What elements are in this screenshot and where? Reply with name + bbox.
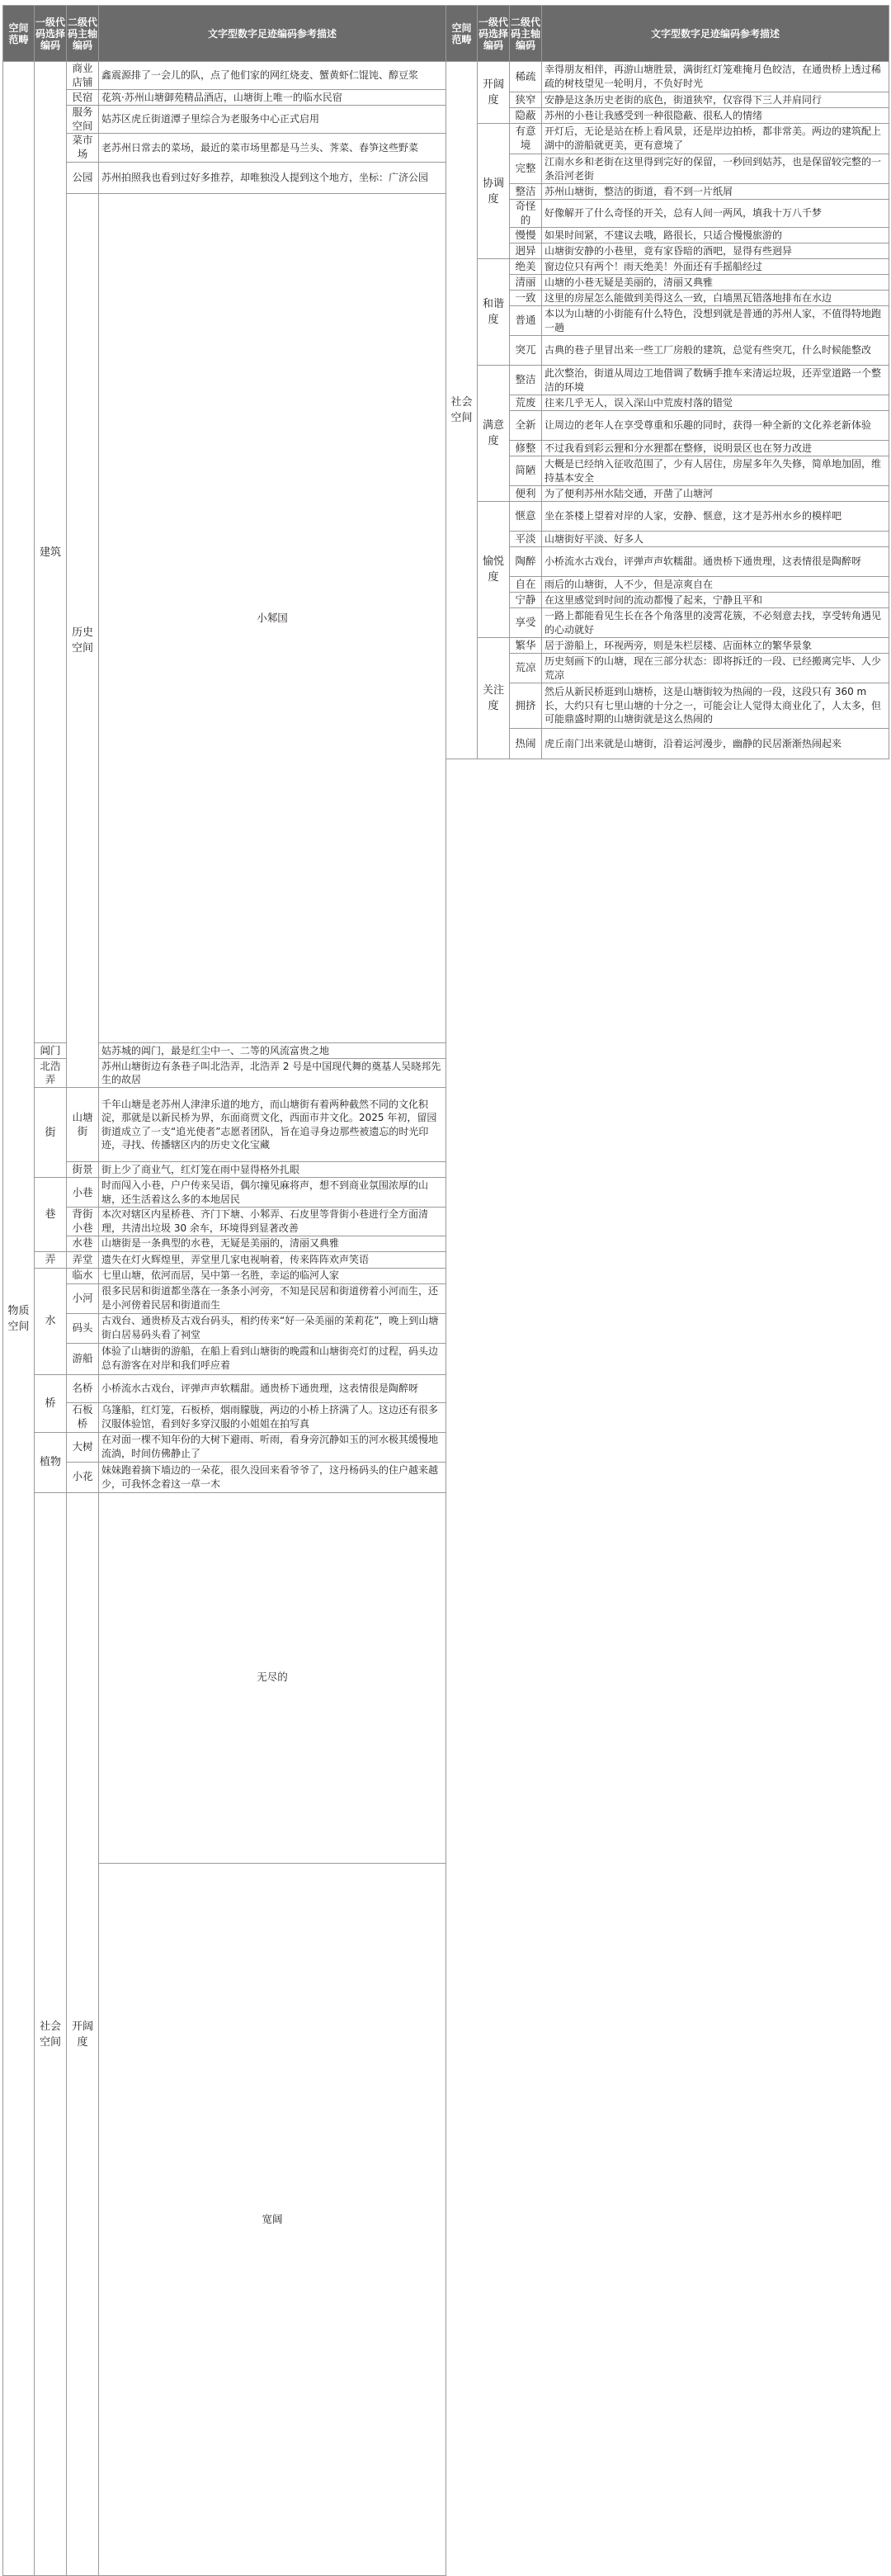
level2-code-cell: 民宿: [67, 90, 99, 106]
level1-code-cell: 开阔度: [67, 1492, 99, 2576]
level1-code-cell: 巷: [35, 1178, 67, 1251]
space-category-cell: 社会空间: [446, 62, 478, 759]
table-row: [446, 683, 889, 729]
description-cell: 街上少了商业气，红灯笼在雨中显得格外扎眼: [99, 1162, 446, 1178]
level2-code-cell: 隐蔽: [510, 108, 542, 124]
level1-code-cell: 桥: [35, 1374, 67, 1432]
description-cell: 不过我看到彩云狸和分水狸都在整修，说明景区也在努力改进: [542, 441, 889, 456]
level2-code-cell: 石板桥: [67, 1402, 99, 1432]
table-row: [3, 1343, 446, 1374]
table-row: [446, 291, 889, 306]
description-cell: 乌篷船，红灯笼，石板桥，烟雨朦胧，两边的小桥上挤满了人。这边还有很多汉服体验馆，看到好多穿汉服的小姐姐在拍写真: [99, 1402, 446, 1432]
description-cell: 姑苏城的阊门，最是红尘中一、二等的风流富贵之地: [99, 1043, 446, 1059]
table-row: [446, 456, 889, 486]
level1-code-cell: 历史空间: [67, 193, 99, 1088]
level2-code-cell: 临水: [67, 1268, 99, 1283]
description-cell: 坐在茶楼上望着对岸的人家，安静、惬意，这才是苏州水乡的模样吧: [542, 502, 889, 532]
table-row: [446, 593, 889, 608]
level2-code-cell: 便利: [510, 486, 542, 502]
level2-code-cell: 自在: [510, 577, 542, 593]
level2-code-cell: 商业店铺: [67, 62, 99, 90]
level2-code-cell: 稀疏: [510, 62, 542, 92]
table-row: [3, 162, 446, 193]
description-cell: 苏州的小巷让我感受到一种很隐蔽、很私人的情绪: [542, 108, 889, 124]
description-cell: 开灯后，无论是站在桥上看风景，还是岸边拍桥，都非常美。两边的建筑配上湖中的游船就更美，更有意境了: [542, 124, 889, 154]
level2-code-cell: 码头: [67, 1313, 99, 1343]
table-row: [446, 259, 889, 275]
left-half: [2, 5, 446, 2576]
level2-code-cell: 菜市场: [67, 134, 99, 162]
description-cell: 苏州拍照我也看到过好多推荐，却唯独没人提到这个地方，坐标：广济公园: [99, 162, 446, 193]
level2-code-cell: 公园: [67, 162, 99, 193]
coding-table: [2, 5, 889, 2576]
header-level1-code: 一级代码选择编码: [478, 6, 510, 62]
table-row: [3, 1251, 446, 1268]
header-row: [3, 6, 446, 62]
table-row: [3, 1313, 446, 1343]
level2-code-cell: 繁华: [510, 638, 542, 654]
header-description: 文字型数字足迹编码参考描述: [99, 6, 446, 62]
table-row: [3, 134, 446, 162]
description-cell: 山塘的小巷无疑是美丽的，清丽又典雅: [542, 275, 889, 291]
description-cell: 鑫震源排了一会儿的队，点了他们家的网红烧麦、蟹黄虾仁馄饨、醇豆浆: [99, 62, 446, 90]
right-half: [446, 5, 889, 2576]
description-cell: 居于游船上，环视两旁，则是朱栏层楼、店面林立的繁华景象: [542, 638, 889, 654]
level2-code-cell: 拥挤: [510, 683, 542, 729]
level1-code-cell: 愉悦度: [478, 502, 510, 638]
level2-code-cell: 简陋: [510, 456, 542, 486]
description-cell: 古典的巷子里冒出来一些工厂房般的建筑，总觉有些突兀，什么时候能整改: [542, 336, 889, 366]
level1-code-cell: 建筑: [35, 62, 67, 1043]
description-cell: 小桥流水古戏台，评弹声声软糯甜。通贵桥下通贵理，这表情很是陶醉呀: [99, 1374, 446, 1402]
description-cell: 好像解开了什么奇怪的开关，总有人间一两风，填我十万八千梦: [542, 200, 889, 228]
description-cell: 此次整治，街道从周边工地借调了数辆手推车来清运垃圾，还弄堂道路一个整洁的环境: [542, 366, 889, 395]
table-row: [446, 411, 889, 441]
table-row: [446, 243, 889, 259]
table-row: [446, 228, 889, 243]
description-cell: 幸得朋友相伴，再游山塘胜景，满街红灯笼难掩月色皎洁，在通贵桥上透过稀疏的树枝望见一轮明月，不负好时光: [542, 62, 889, 92]
table-row: [446, 275, 889, 291]
level2-code-cell: 平淡: [510, 532, 542, 547]
level1-code-cell: 植物: [35, 1432, 67, 1492]
description-cell: 山塘街安静的小巷里，竟有家昏暗的酒吧，显得有些迥异: [542, 243, 889, 259]
description-cell: 在对面一棵不知年份的大树下避雨、听雨，看身旁沉静如玉的河水极其缓慢地流淌，时间仿佛静止了: [99, 1432, 446, 1462]
table-row: [446, 486, 889, 502]
level2-code-cell: 突兀: [510, 336, 542, 366]
table-row: [3, 1268, 446, 1283]
table-row: [446, 729, 889, 759]
table-row: [446, 654, 889, 683]
description-cell: 历史刻画下的山塘，现在三部分状态：即将拆迁的一段、已经搬离完毕、人少荒凉: [542, 654, 889, 683]
level2-code-cell: 荒凉: [510, 654, 542, 683]
level2-code-cell: 水巷: [67, 1236, 99, 1251]
table-row: [3, 1402, 446, 1432]
table-row: [446, 200, 889, 228]
level2-code-cell: 普通: [510, 306, 542, 336]
level2-code-cell: 游船: [67, 1343, 99, 1374]
level1-code-cell: 开阔度: [478, 62, 510, 124]
level2-code-cell: 绝美: [510, 259, 542, 275]
description-cell: 苏州山塘街边有条巷子叫北浩弄，北浩弄 2 号是中国现代舞的奠基人吴晓邦先生的故居: [99, 1059, 446, 1088]
table-row: [3, 1178, 446, 1208]
header-level2-code: 二级代码主轴编码: [67, 6, 99, 62]
level2-code-cell: 有意境: [510, 124, 542, 154]
level2-code-cell: 弄堂: [67, 1251, 99, 1268]
level2-code-cell: 整洁: [510, 184, 542, 200]
description-cell: 小桥流水古戏台，评弹声声软糯甜。通贵桥下通贵理，这表情很是陶醉呀: [542, 547, 889, 577]
table-row: [3, 1162, 446, 1178]
description-cell: 往来几乎无人，误入深山中荒废村落的错觉: [542, 395, 889, 411]
level2-code-cell: 狭窄: [510, 92, 542, 108]
table-row: [446, 124, 889, 154]
level2-code-cell: 完整: [510, 154, 542, 184]
level2-code-cell: 街景: [67, 1162, 99, 1178]
level1-code-cell: 关注度: [478, 638, 510, 759]
description-cell: 本次对辖区内星桥巷、齐门下塘、小邾弄、石皮里等背街小巷进行全方面清理，共清出垃圾 30 余车，环境得到显著改善: [99, 1208, 446, 1236]
header-level1-code: 一级代码选择编码: [35, 6, 67, 62]
table-row: [3, 1492, 446, 1863]
level1-code-cell: 满意度: [478, 366, 510, 502]
description-cell: 窗边位只有两个！雨天绝美！外面还有手摇船经过: [542, 259, 889, 275]
table-row: [3, 1208, 446, 1236]
level2-code-cell: 无尽的: [99, 1492, 446, 1863]
level2-code-cell: 修整: [510, 441, 542, 456]
space-category-cell: 物质空间: [3, 62, 35, 2576]
table-row: [446, 608, 889, 638]
level2-code-cell: 小巷: [67, 1178, 99, 1208]
level2-code-cell: 小邾国: [99, 193, 446, 1043]
table-row: [446, 638, 889, 654]
description-cell: 虎丘南门出来就是山塘街，沿着运河漫步，幽静的民居渐渐热闹起来: [542, 729, 889, 759]
level1-code-cell: 水: [35, 1268, 67, 1374]
table-row: [446, 395, 889, 411]
description-cell: 本以为山塘的小街能有什么特色，没想到就是普通的苏州人家，不值得特地跑一趟: [542, 306, 889, 336]
level1-code-cell: 协调度: [478, 124, 510, 259]
description-cell: 一路上都能看见生长在各个角落里的凌霄花簇，不必刻意去找，享受转角遇见的心动就好: [542, 608, 889, 638]
level2-code-cell: 北浩弄: [35, 1059, 67, 1088]
description-cell: 安静是这条历史老街的底色，街道狭窄，仅容得下三人并肩同行: [542, 92, 889, 108]
level2-code-cell: 山塘街: [67, 1088, 99, 1162]
description-cell: 遗失在灯火辉煌里，弄堂里几家电视响着，传来阵阵欢声笑语: [99, 1251, 446, 1268]
level2-code-cell: 荒废: [510, 395, 542, 411]
description-cell: 苏州山塘街，整洁的街道，看不到一片纸屑: [542, 184, 889, 200]
description-cell: 江南水乡和老街在这里得到完好的保留，一秒回到姑苏，也是保留较完整的一条沿河老街: [542, 154, 889, 184]
level2-code-cell: 清丽: [510, 275, 542, 291]
description-cell: 千年山塘是老苏州人津津乐道的地方，而山塘街有着两种截然不同的文化积淀，那就是以新民桥为界，东面商贾文化，西面市井文化。2025 年初，留园街道成立了一支“追光使者”志愿者团队，旨在追寻身边那些被遗忘的时光印迹，寻找、传播辖区内的历史文化宝藏: [99, 1088, 446, 1162]
header-space-category: 空间范畴: [3, 6, 35, 62]
level2-code-cell: 整洁: [510, 366, 542, 395]
level2-code-cell: 名桥: [67, 1374, 99, 1402]
description-cell: 山塘街是一条典型的水巷，无疑是美丽的，清丽又典雅: [99, 1236, 446, 1251]
table-row: [3, 1236, 446, 1251]
header-space-category: 空间范畴: [446, 6, 478, 62]
level1-code-cell: 街: [35, 1088, 67, 1178]
table-row: [446, 62, 889, 92]
level2-code-cell: 小河: [67, 1283, 99, 1313]
description-cell: 体验了山塘街的游船，在船上看到山塘街的晚霞和山塘街亮灯的过程，码头边总有游客在对岸和我们呼应着: [99, 1343, 446, 1374]
description-cell: 让周边的老年人在享受尊重和乐趣的同时，获得一种全新的文化养老新体验: [542, 411, 889, 441]
description-cell: 在这里感觉到时间的流动都慢了起来，宁静且平和: [542, 593, 889, 608]
description-cell: 姑苏区虎丘街道潭子里综合为老服务中心正式启用: [99, 106, 446, 134]
table-row: [446, 336, 889, 366]
description-cell: 如果时间紧，不建议去哦，路很长，只适合慢慢旅游的: [542, 228, 889, 243]
description-cell: 大概是已经纳入征收范围了，少有人居住，房屋多年久失修，简单地加固，维持基本安全: [542, 456, 889, 486]
level2-code-cell: 享受: [510, 608, 542, 638]
level2-code-cell: 惬意: [510, 502, 542, 532]
description-cell: 七里山塘，依河而居，吴中第一名胜，幸运的临河人家: [99, 1268, 446, 1283]
table-row: [3, 62, 446, 90]
table-row: [3, 1088, 446, 1162]
table-row: [446, 184, 889, 200]
table-row: [446, 502, 889, 532]
level2-code-cell: 宽阔: [99, 1863, 446, 2576]
description-cell: 时而闯入小巷，户户传来吴语，偶尔撞见麻将声，想不到商业氛围浓厚的山塘，还生活着这么多的本地居民: [99, 1178, 446, 1208]
level2-code-cell: 阊门: [35, 1043, 67, 1059]
description-cell: 为了便利苏州水陆交通，开凿了山塘河: [542, 486, 889, 502]
right-table: [446, 5, 889, 759]
description-cell: 雨后的山塘街，人不少，但是凉爽自在: [542, 577, 889, 593]
table-row: [446, 441, 889, 456]
description-cell: 然后从新民桥逛到山塘桥，这是山塘街较为热闹的一段，这段只有 360 m 长，大约只有七里山塘的十分之一，可能会让人觉得太商业化了，人太多，但可能鼎盛时期的山塘街就是这么热闹的: [542, 683, 889, 729]
table-row: [3, 106, 446, 134]
table-row: [446, 547, 889, 577]
header-level2-code: 二级代码主轴编码: [510, 6, 542, 62]
level2-code-cell: 宁静: [510, 593, 542, 608]
level1-code-cell: 弄: [35, 1251, 67, 1268]
description-cell: 花筑·苏州山塘御苑精品酒店，山塘街上唯一的临水民宿: [99, 90, 446, 106]
description-cell: 老苏州日常去的菜场，最近的菜市场里都是马兰头、荠菜、春笋这些野菜: [99, 134, 446, 162]
table-row: [446, 532, 889, 547]
table-row: [446, 92, 889, 108]
level2-code-cell: 奇怪的: [510, 200, 542, 228]
table-row: [3, 1283, 446, 1313]
level2-code-cell: 小花: [67, 1462, 99, 1492]
header-description: 文字型数字足迹编码参考描述: [542, 6, 889, 62]
level2-code-cell: 陶醉: [510, 547, 542, 577]
description-cell: 妹妹跑着摘下墙边的一朵花，很久没回来看爷爷了，这丹杨码头的住户越来越少，可我怀念着这一草一木: [99, 1462, 446, 1492]
table-row: [446, 154, 889, 184]
level2-code-cell: 热闹: [510, 729, 542, 759]
table-row: [446, 577, 889, 593]
table-row: [446, 366, 889, 395]
description-cell: 古戏台、通贵桥及古戏台码头，相约传来“好一朵美丽的茉莉花”，晚上到山塘街白居易码头看了祠堂: [99, 1313, 446, 1343]
level2-code-cell: 大树: [67, 1432, 99, 1462]
level2-code-cell: 慢慢: [510, 228, 542, 243]
table-row: [3, 1462, 446, 1492]
description-cell: 很多民居和街道都坐落在一条条小河旁，不知是民居和街道傍着小河而生，还是小河傍着民居和街道而生: [99, 1283, 446, 1313]
table-row: [446, 306, 889, 336]
space-category-cell: 社会空间: [35, 1492, 67, 2576]
table-row: [3, 193, 446, 1043]
level2-code-cell: 迥异: [510, 243, 542, 259]
description-cell: 山塘街好平淡、好多人: [542, 532, 889, 547]
table-row: [446, 108, 889, 124]
table-row: [3, 90, 446, 106]
table-row: [3, 1374, 446, 1402]
table-row: [3, 1432, 446, 1462]
description-cell: 这里的房屋怎么能做到美得这么一致，白墙黑瓦错落地排布在水边: [542, 291, 889, 306]
level2-code-cell: 一致: [510, 291, 542, 306]
level2-code-cell: 背街小巷: [67, 1208, 99, 1236]
left-table: [2, 5, 446, 2576]
level2-code-cell: 全新: [510, 411, 542, 441]
level1-code-cell: 和谐度: [478, 259, 510, 366]
level2-code-cell: 服务空间: [67, 106, 99, 134]
header-row: [446, 6, 889, 62]
